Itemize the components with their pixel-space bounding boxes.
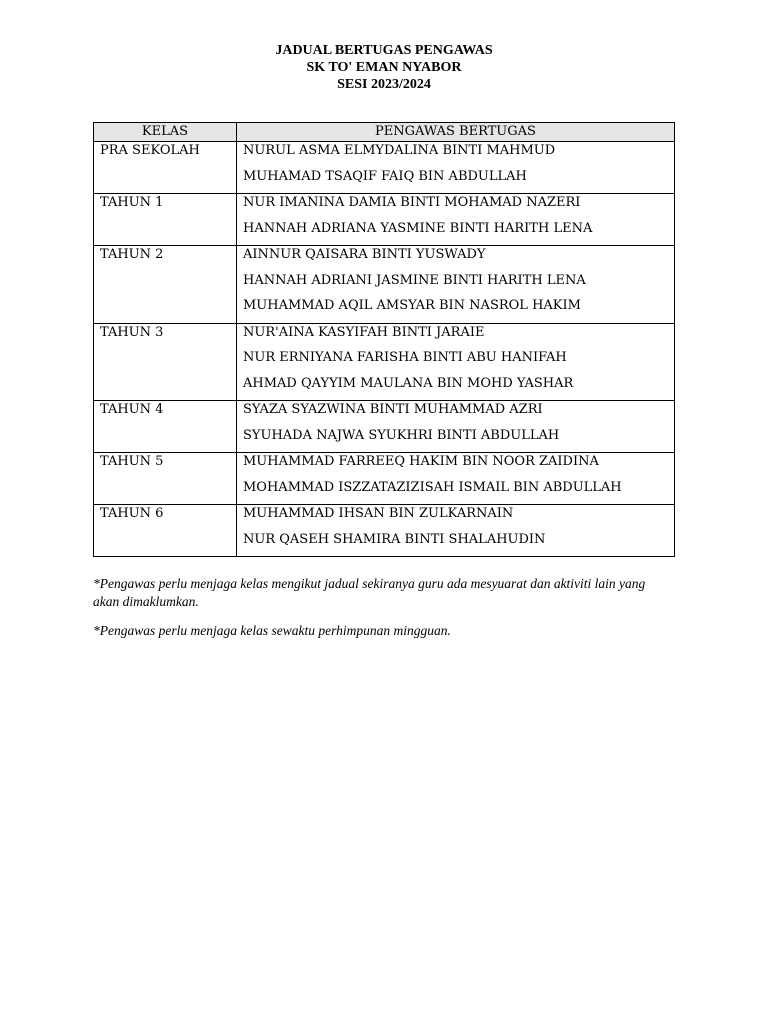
prefect-name: SYUHADA NAJWA SYUKHRI BINTI ABDULLAH bbox=[243, 427, 560, 443]
prefect-name: MUHAMMAD AQIL AMSYAR BIN NASROL HAKIM bbox=[243, 298, 581, 313]
column-header-kelas: KELAS bbox=[94, 123, 237, 142]
prefect-name: MUHAMAD TSAQIF FAIQ BIN ABDULLAH bbox=[243, 168, 527, 184]
prefect-name: SYAZA SYAZWINA BINTI MUHAMMAD AZRI bbox=[243, 402, 543, 417]
prefect-name: MOHAMMAD ISZZATAZIZISAH ISMAIL BIN ABDULLAH bbox=[243, 479, 622, 495]
names-cell bbox=[237, 453, 675, 505]
prefect-name: MUHAMMAD IHSAN BIN ZULKARNAIN bbox=[243, 506, 514, 521]
names-cell bbox=[237, 505, 675, 557]
prefect-name: NUR IMANINA DAMIA BINTI MOHAMAD NAZERI bbox=[243, 195, 581, 210]
table-row bbox=[94, 246, 675, 324]
names-cell bbox=[237, 401, 675, 453]
table-row bbox=[94, 505, 675, 557]
names-cell bbox=[237, 323, 675, 401]
kelas-cell: TAHUN 2 bbox=[94, 246, 237, 324]
document-title: JADUAL BERTUGAS PENGAWAS bbox=[275, 43, 493, 58]
school-name: SK TO' EMAN NYABOR bbox=[306, 60, 462, 75]
prefect-name: HANNAH ADRIANA YASMINE BINTI HARITH LENA bbox=[243, 220, 593, 236]
footnote: *Pengawas perlu menjaga kelas mengikut jadual sekiranya guru ada mesyuarat dan aktiviti lain yang akan dimaklumkan. bbox=[93, 576, 646, 609]
duty-schedule-table bbox=[93, 122, 675, 557]
prefect-name: AHMAD QAYYIM MAULANA BIN MOHD YASHAR bbox=[243, 375, 574, 391]
prefect-name: NUR QASEH SHAMIRA BINTI SHALAHUDIN bbox=[243, 531, 546, 547]
table-header-row bbox=[94, 123, 675, 142]
prefect-name: NURUL ASMA ELMYDALINA BINTI MAHMUD bbox=[243, 143, 556, 158]
footnotes bbox=[93, 575, 673, 651]
names-cell bbox=[237, 246, 675, 324]
prefect-name: NUR'AINA KASYIFAH BINTI JARAIE bbox=[243, 324, 485, 340]
prefect-name: AINNUR QAISARA BINTI YUSWADY bbox=[243, 247, 486, 262]
table-row bbox=[94, 323, 675, 401]
kelas-cell: TAHUN 3 bbox=[94, 323, 237, 401]
table-row bbox=[94, 453, 675, 505]
kelas-cell: TAHUN 5 bbox=[94, 453, 237, 505]
names-cell bbox=[237, 194, 675, 246]
kelas-cell: TAHUN 4 bbox=[94, 401, 237, 453]
names-cell bbox=[237, 142, 675, 194]
document-header bbox=[0, 42, 768, 93]
column-header-pengawas: PENGAWAS BERTUGAS bbox=[237, 123, 675, 142]
table-row bbox=[94, 194, 675, 246]
footnote: *Pengawas perlu menjaga kelas sewaktu perhimpunan mingguan. bbox=[93, 623, 451, 638]
kelas-cell: TAHUN 1 bbox=[94, 194, 237, 246]
kelas-cell: TAHUN 6 bbox=[94, 505, 237, 557]
table-row bbox=[94, 401, 675, 453]
prefect-name: MUHAMMAD FARREEQ HAKIM BIN NOOR ZAIDINA bbox=[243, 454, 599, 469]
kelas-cell: PRA SEKOLAH bbox=[94, 142, 237, 194]
session-label: SESI 2023/2024 bbox=[337, 77, 431, 92]
prefect-name: NUR ERNIYANA FARISHA BINTI ABU HANIFAH bbox=[243, 350, 567, 365]
prefect-name: HANNAH ADRIANI JASMINE BINTI HARITH LENA bbox=[243, 272, 586, 288]
table-row bbox=[94, 142, 675, 194]
